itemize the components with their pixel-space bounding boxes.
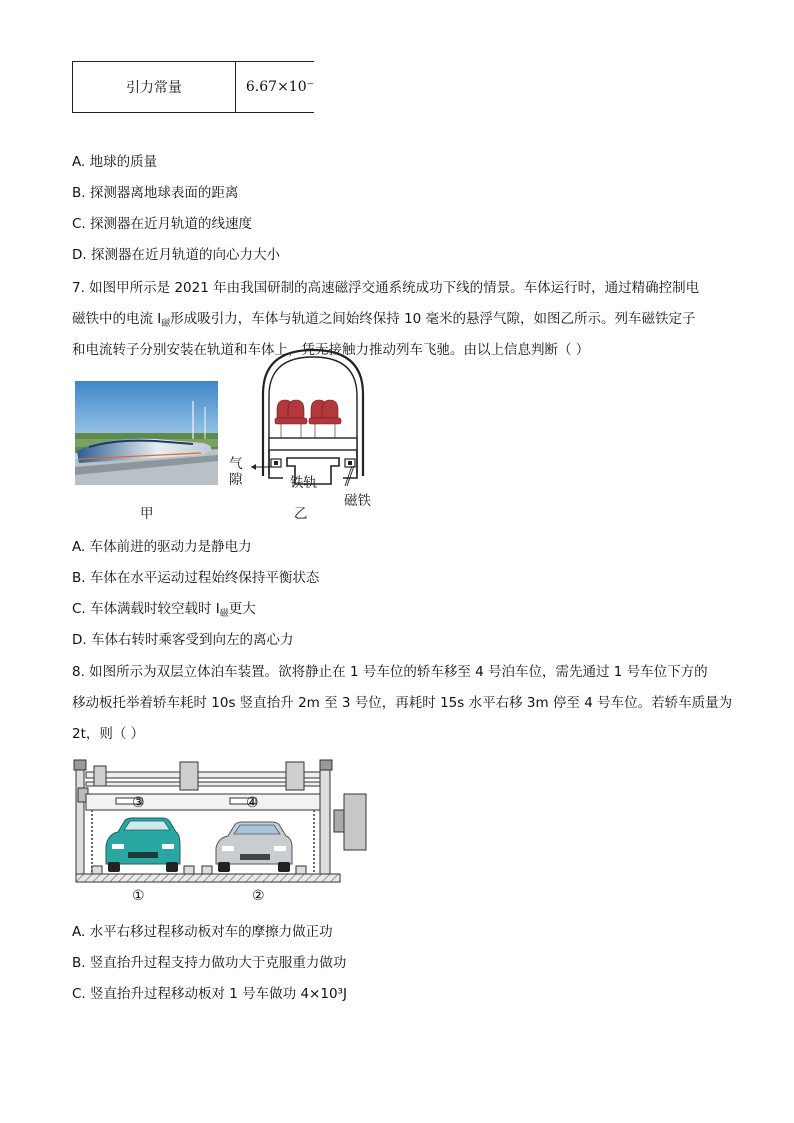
q8-option-a: A. 水平右移过程移动板对车的摩擦力做正功 bbox=[72, 924, 333, 940]
car-1-icon bbox=[106, 818, 180, 872]
q8-stem-line2: 移动板托举着轿车耗时 10s 竖直抬升 2m 至 3 号位，再耗时 15s 水平右移 3m 停至 4 号车位。若轿车质量为 bbox=[72, 695, 733, 711]
slot-3-label: ③ bbox=[132, 795, 145, 811]
q7-option-a: A. 车体前进的驱动力是静电力 bbox=[72, 539, 252, 555]
q6-option-a: A. 地球的质量 bbox=[72, 154, 158, 170]
label-rail: 铁轨 bbox=[290, 475, 317, 491]
q7-option-c: C. 车体满载时较空载时 $I_磁$更大 bbox=[72, 601, 256, 619]
q6-option-b: B. 探测器离地球表面的距离 bbox=[72, 185, 239, 201]
parking-device-diagram bbox=[72, 758, 372, 906]
seat-right-icon bbox=[309, 400, 341, 438]
q8-stem-line3: 2t，则（ ） bbox=[72, 726, 145, 742]
slot-4-label: ④ bbox=[246, 795, 259, 811]
figure-a-caption: 甲 bbox=[140, 506, 154, 522]
figure-b-caption: 乙 bbox=[294, 506, 308, 522]
maglev-train-photo bbox=[75, 381, 218, 485]
q7-stem-line1: 7. 如图甲所示是 2021 年由我国研制的高速磁浮交通系统成功下线的情景。车体运行时，通过精确控制电 bbox=[72, 280, 700, 296]
slot-1-label: ① bbox=[132, 888, 145, 904]
q7-option-d: D. 车体右转时乘客受到向左的离心力 bbox=[72, 632, 294, 648]
constants-table bbox=[72, 61, 314, 113]
q8-stem-line1: 8. 如图所示为双层立体泊车装置。欲将静止在 1 号车位的轿车移至 4 号泊车位，需先通过 1 号车位下方的 bbox=[72, 664, 708, 680]
constant-label: 引力常量 bbox=[73, 62, 236, 112]
q6-option-d: D. 探测器在近月轨道的向心力大小 bbox=[72, 247, 280, 263]
car-2-icon bbox=[216, 822, 292, 872]
constant-value: 6.67×10⁻ bbox=[245, 79, 314, 95]
label-air-gap-1: 气 bbox=[229, 456, 243, 472]
q7-stem-line3: 和电流转子分别安装在轨道和车体上，凭无接触力推动列车飞驰。由以上信息判断（ ） bbox=[72, 342, 590, 358]
slot-2-label: ② bbox=[252, 888, 265, 904]
label-air-gap-2: 隙 bbox=[229, 472, 243, 488]
q8-option-b: B. 竖直抬升过程支持力做功大于克服重力做功 bbox=[72, 955, 347, 971]
q7-stem-line2: 磁铁中的电流 $I_磁$形成吸引力，车体与轨道之间始终保持 10 毫米的悬浮气隙，如图乙所示。列车磁铁定子 bbox=[72, 311, 696, 329]
seat-left-icon bbox=[275, 400, 307, 438]
q8-option-c: C. 竖直抬升过程移动板对 1 号车做功 4×10³J bbox=[72, 986, 347, 1002]
q7-option-b: B. 车体在水平运动过程始终保持平衡状态 bbox=[72, 570, 320, 586]
q6-option-c: C. 探测器在近月轨道的线速度 bbox=[72, 216, 253, 232]
label-magnet: 磁铁 bbox=[344, 493, 371, 509]
